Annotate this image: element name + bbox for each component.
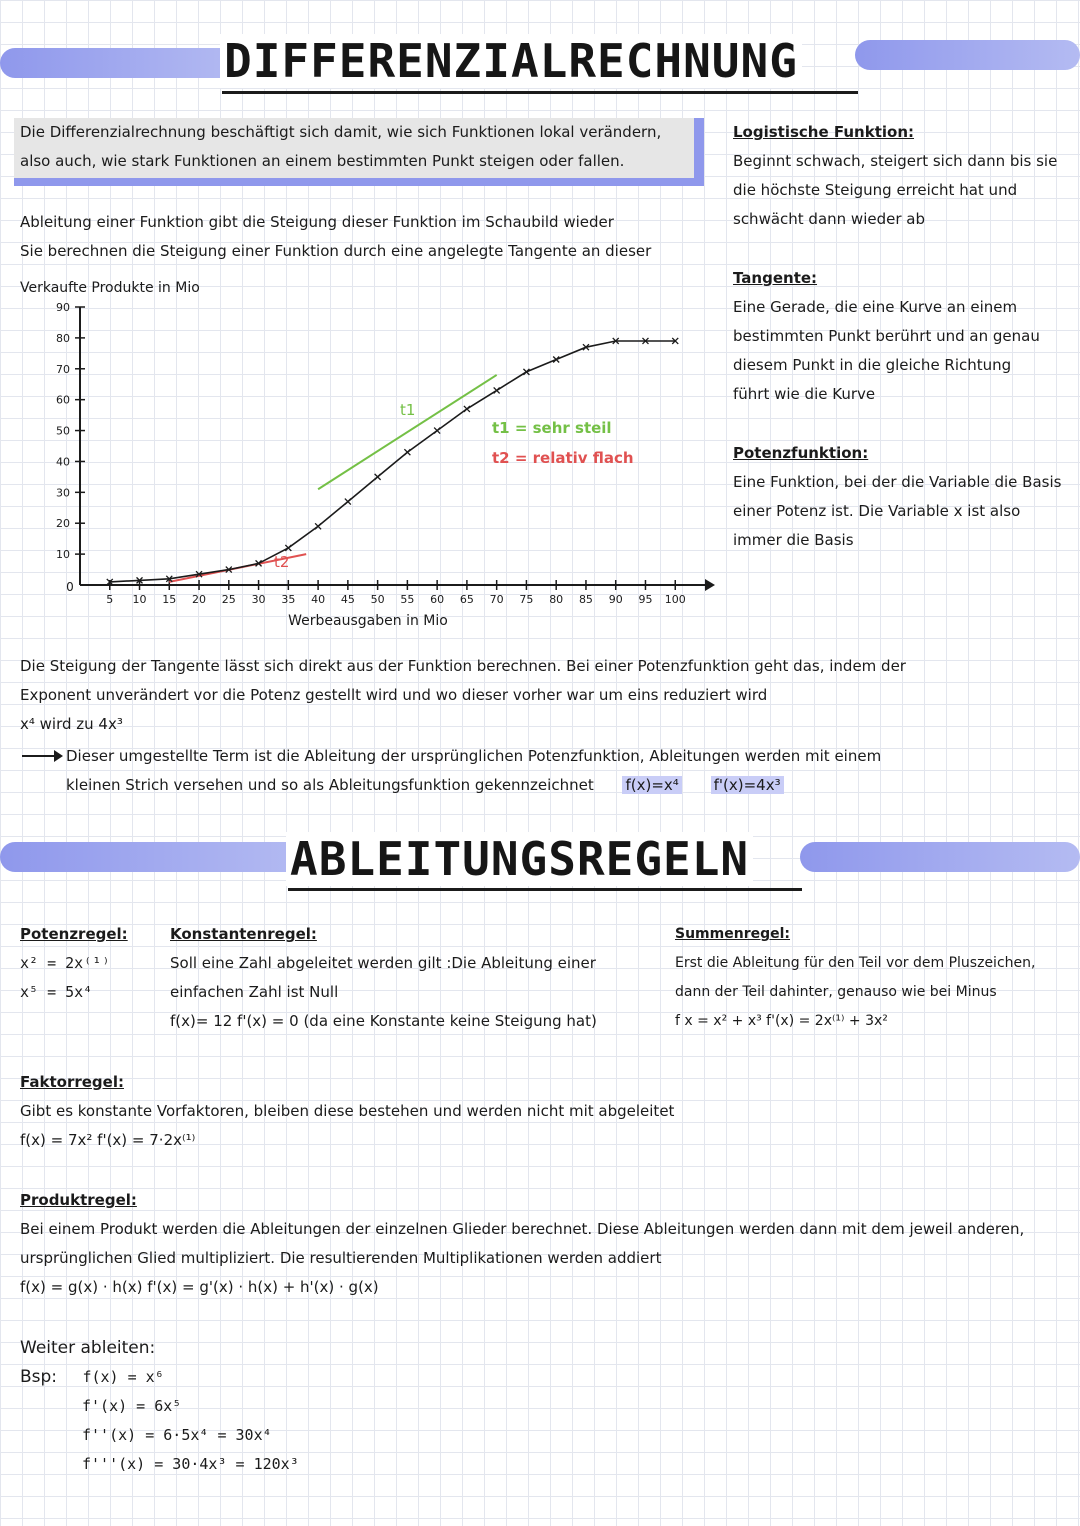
explanation-line: x⁴ wird zu 4x³ xyxy=(20,715,123,733)
title-band-left xyxy=(0,48,245,78)
potenzregel-line: x² = 2x⁽¹⁾ xyxy=(20,954,111,972)
x-tick-label: 15 xyxy=(162,593,177,606)
origin-label: 0 xyxy=(66,580,74,594)
tangente-line: diesem Punkt in die gleiche Richtung xyxy=(733,356,1012,374)
potenz-line: immer die Basis xyxy=(733,531,854,549)
potenz-explanation xyxy=(20,652,906,739)
potenzregel xyxy=(20,920,128,1007)
x-tick-label: 35 xyxy=(281,593,296,606)
data-point xyxy=(434,428,440,434)
x-tick-label: 5 xyxy=(106,593,114,606)
faktorregel-label: Faktorregel: xyxy=(20,1073,124,1091)
chart-ylabel: Verkaufte Produkte in Mio xyxy=(20,280,200,296)
potenz-line: Eine Funktion, bei der die Variable die Basis xyxy=(733,473,1062,491)
summenregel-line: dann der Teil dahinter, genauso wie bei Minus xyxy=(675,984,997,1000)
x-tick-label: 20 xyxy=(192,593,207,606)
summenregel-line: f x = x² + x³ f'(x) = 2x⁽¹⁾ + 3x² xyxy=(675,1013,888,1029)
konstantenregel xyxy=(170,920,597,1036)
tangente-line: bestimmten Punkt berührt und an genau xyxy=(733,327,1040,345)
x-tick-label: 100 xyxy=(664,593,686,606)
faktorregel-line: f(x) = 7x² f'(x) = 7·2x⁽¹⁾ xyxy=(20,1131,196,1149)
x-tick-label: 80 xyxy=(549,593,564,606)
title-band-right xyxy=(855,40,1080,70)
produktregel-line: ursprünglichen Glied multipliziert. Die resultierenden Multiplikationen werden addiert xyxy=(20,1249,662,1267)
produktregel xyxy=(20,1186,1024,1302)
arrow-right-icon xyxy=(20,748,64,764)
annotation-flat: t2 = relativ flach xyxy=(492,449,634,467)
data-point xyxy=(285,545,291,551)
x-tick-label: 50 xyxy=(370,593,385,606)
faktorregel xyxy=(20,1068,674,1155)
x-tick-label: 45 xyxy=(340,593,355,606)
y-tick-label: 10 xyxy=(56,548,70,562)
title-underline xyxy=(222,91,858,94)
potenz-label: Potenzfunktion: xyxy=(733,444,869,462)
y-tick-label: 60 xyxy=(56,393,70,407)
weiter-line: f(x) = x⁶ xyxy=(82,1368,164,1386)
intro-line: Die Differenzialrechnung beschäftigt sich damit, wie sich Funktionen lokal verändern, xyxy=(20,123,662,141)
tangente-line: Eine Gerade, die eine Kurve an einem xyxy=(733,298,1018,316)
faktorregel-line: Gibt es konstante Vorfaktoren, bleiben diese bestehen und werden nicht mit abgeleitet xyxy=(20,1102,675,1120)
tangent-label-t1: t1 xyxy=(400,401,416,419)
ableitung-text xyxy=(20,208,651,266)
weiter-ableiten xyxy=(20,1334,299,1479)
intro-line: also auch, wie stark Funktionen an einem bestimmten Punkt steigen oder fallen. xyxy=(20,152,625,170)
konstantenregel-line: f(x)= 12 f'(x) = 0 (da eine Konstante keine Steigung hat) xyxy=(170,1012,597,1030)
formula-fx: f(x)=x⁴ xyxy=(622,776,681,794)
x-tick-label: 40 xyxy=(311,593,326,606)
weiter-line: f''(x) = 6·5x⁴ = 30x⁴ xyxy=(82,1426,272,1444)
data-point xyxy=(315,523,321,529)
summenregel-line: Erst die Ableitung für den Teil vor dem Pluszeichen, xyxy=(675,955,1036,971)
sidebar xyxy=(733,118,1073,555)
y-tick-label: 30 xyxy=(56,486,70,500)
ableitung-line: Sie berechnen die Steigung einer Funktion durch eine angelegte Tangente an dieser xyxy=(20,242,652,260)
tangent-t1 xyxy=(318,375,497,489)
weiter-line: f'(x) = 6x⁵ xyxy=(82,1397,182,1415)
x-tick-label: 55 xyxy=(400,593,415,606)
explanation-line: Exponent unverändert vor die Potenz gestellt wird und wo dieser vorher war um eins reduziert wird xyxy=(20,686,768,704)
produktregel-line: Bei einem Produkt werden die Ableitungen der einzelnen Glieder berechnet. Diese Ableitungen werden dann mit dem jeweil anderen, xyxy=(20,1220,1025,1238)
potenzregel-line: x⁵ = 5x⁴ xyxy=(20,983,93,1001)
x-tick-label: 85 xyxy=(578,593,593,606)
konstantenregel-line: einfachen Zahl ist Null xyxy=(170,983,339,1001)
annotation-steep: t1 = sehr steil xyxy=(492,419,612,437)
x-tick-label: 10 xyxy=(132,593,147,606)
x-tick-label: 95 xyxy=(638,593,653,606)
arrow-note-line xyxy=(66,771,881,800)
y-tick-label: 40 xyxy=(56,455,70,469)
logistisch-label: Logistische Funktion: xyxy=(733,123,915,141)
data-point xyxy=(345,499,351,505)
produktregel-line: f(x) = g(x) · h(x) f'(x) = g'(x) · h(x) + h'(x) · g(x) xyxy=(20,1278,379,1296)
y-tick-label: 80 xyxy=(56,331,70,345)
x-tick-label: 90 xyxy=(608,593,623,606)
data-point xyxy=(404,449,410,455)
ableitung-line: Ableitung einer Funktion gibt die Steigung dieser Funktion im Schaubild wieder xyxy=(20,213,614,231)
x-tick-label: 70 xyxy=(489,593,504,606)
tangent-label-t2: t2 xyxy=(274,553,290,571)
y-tick-label: 20 xyxy=(56,517,70,531)
x-tick-label: 25 xyxy=(221,593,236,606)
arrow-note-text: kleinen Strich versehen und so als Ableitungsfunktion gekennzeichnet xyxy=(66,776,594,794)
data-point xyxy=(553,357,559,363)
logistisch-line: schwächt dann wieder ab xyxy=(733,210,925,228)
data-point xyxy=(494,387,500,393)
data-point xyxy=(464,406,470,412)
x-axis-arrow xyxy=(705,579,715,591)
potenz-line: einer Potenz ist. Die Variable x ist also xyxy=(733,502,1021,520)
x-tick-label: 65 xyxy=(459,593,474,606)
rules-band-left xyxy=(0,842,310,872)
konstantenregel-line: Soll eine Zahl abgeleitet werden gilt :Die Ableitung einer xyxy=(170,954,596,972)
summenregel-label: Summenregel: xyxy=(675,926,791,942)
intro-text xyxy=(20,118,661,176)
y-tick-label: 50 xyxy=(56,424,70,438)
logistic-chart xyxy=(0,295,720,635)
logistisch-line: Beginnt schwach, steigert sich dann bis sie xyxy=(733,152,1058,170)
rules-title: ABLEITUNGSREGELN xyxy=(286,832,753,886)
potenzregel-label: Potenzregel: xyxy=(20,925,128,943)
produktregel-label: Produktregel: xyxy=(20,1191,137,1209)
formula-fprime: f'(x)=4x³ xyxy=(711,776,784,794)
explanation-line: Die Steigung der Tangente lässt sich direkt aus der Funktion berechnen. Bei einer Potenzfunktion geht das, indem der xyxy=(20,657,906,675)
logistisch-line: die höchste Steigung erreicht hat und xyxy=(733,181,1018,199)
tangente-line: führt wie die Kurve xyxy=(733,385,876,403)
rules-band-right xyxy=(800,842,1080,872)
tangente-label: Tangente: xyxy=(733,269,818,287)
data-point xyxy=(375,474,381,480)
bsp-label: Bsp: xyxy=(20,1367,58,1387)
arrow-note xyxy=(66,742,881,800)
rules-underline xyxy=(288,888,802,891)
konstantenregel-label: Konstantenregel: xyxy=(170,925,317,943)
x-tick-label: 60 xyxy=(430,593,445,606)
y-tick-label: 90 xyxy=(56,301,70,314)
arrow-note-line: Dieser umgestellte Term ist die Ableitung der ursprünglichen Potenzfunktion, Ableitungen werden mit einem xyxy=(66,747,882,765)
weiter-row xyxy=(20,1363,299,1392)
page-title: DIFFERENZIALRECHNUNG xyxy=(220,34,802,88)
x-tick-label: 30 xyxy=(251,593,266,606)
y-tick-label: 70 xyxy=(56,362,70,376)
x-tick-label: 75 xyxy=(519,593,534,606)
weiter-line: f'''(x) = 30·4x³ = 120x³ xyxy=(82,1455,299,1473)
summenregel xyxy=(675,920,1035,1036)
weiter-label: Weiter ableiten: xyxy=(20,1338,156,1358)
chart-xlabel: Werbeausgaben in Mio xyxy=(288,613,448,629)
